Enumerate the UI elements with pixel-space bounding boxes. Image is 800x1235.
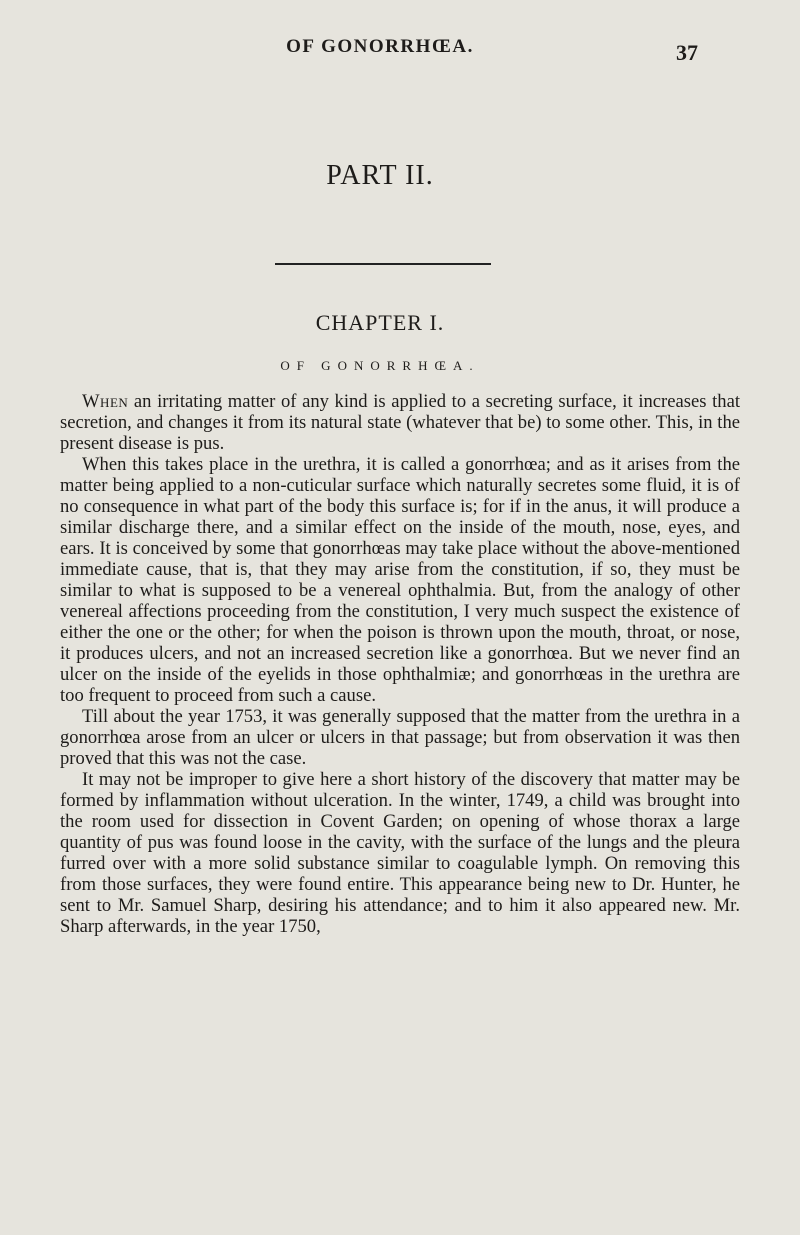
paragraph: [60, 454, 740, 706]
paragraph-text: Till about the year 1753, it was generally supposed that the matter from the urethra in a gonorrhœa arose from an ulcer or ulcers in that passage; but from observation it was then proved that this was not the case.: [60, 706, 740, 769]
body-text: [60, 391, 740, 937]
section-rule: [275, 263, 491, 265]
running-title: OF GONORRHŒA.: [286, 36, 474, 57]
part-title: PART II.: [326, 160, 434, 191]
paragraph-text: When this takes place in the urethra, it is called a gonorrhœa; and as it arises from the matter being applied to a non-cuticular surface which naturally secretes some fluid, it is of no consequence in what part of the body this surface is; for if in the anus, it will produce a similar discharge there, and a similar effect on the inside of the mouth, nose, eyes, and ears. It is conceived by some that gonorrhœas may take place without the above-mentioned immediate cause, that is, that they may arise from the constitution, if so, they must be similar to what is supposed to be a venereal ophthalmia. But, from the analogy of other venereal affections proceeding from the constitution, I very much suspect the existence of either the one or the other; for when the poison is thrown upon the mouth, throat, or nose, it produces ulcers, and not an increased secretion like a gonorrhœa. But we never find an ulcer on the inside of the eyelids in those ophthalmiæ; and gonorrhœas in the urethra are too frequent to proceed from such a cause.: [60, 454, 740, 706]
paragraph-text: an irritating matter of any kind is applied to a secreting surface, it increases that secretion, and changes it from its natural state (whatever that be) to some other. This, in the present disease is pus.: [60, 391, 740, 454]
paragraph: [60, 769, 740, 937]
paragraph-text: It may not be improper to give here a short history of the discovery that matter may be formed by inflammation without ulceration. In the winter, 1749, a child was brought into the room used for dissection in Covent Garden; on opening of whose thorax a large quantity of pus was found loose in the cavity, with the surface of the lungs and the pleura furred over with a more solid substance similar to coagulable lymph. On removing this from those surfaces, they were found entire. This appearance being new to Dr. Hunter, he sent to Mr. Samuel Sharp, desiring his attendance; and to him it also appeared new. Mr. Sharp afterwards, in the year 1750,: [60, 769, 740, 937]
paragraph: [60, 706, 740, 769]
page-number: 37: [676, 40, 698, 65]
paragraph: [60, 391, 740, 454]
running-head: [0, 34, 800, 64]
paragraph-lead-word: When: [82, 391, 129, 412]
chapter-subtitle: OF GONORRHŒA.: [280, 358, 480, 373]
chapter-title: CHAPTER I.: [315, 310, 445, 335]
